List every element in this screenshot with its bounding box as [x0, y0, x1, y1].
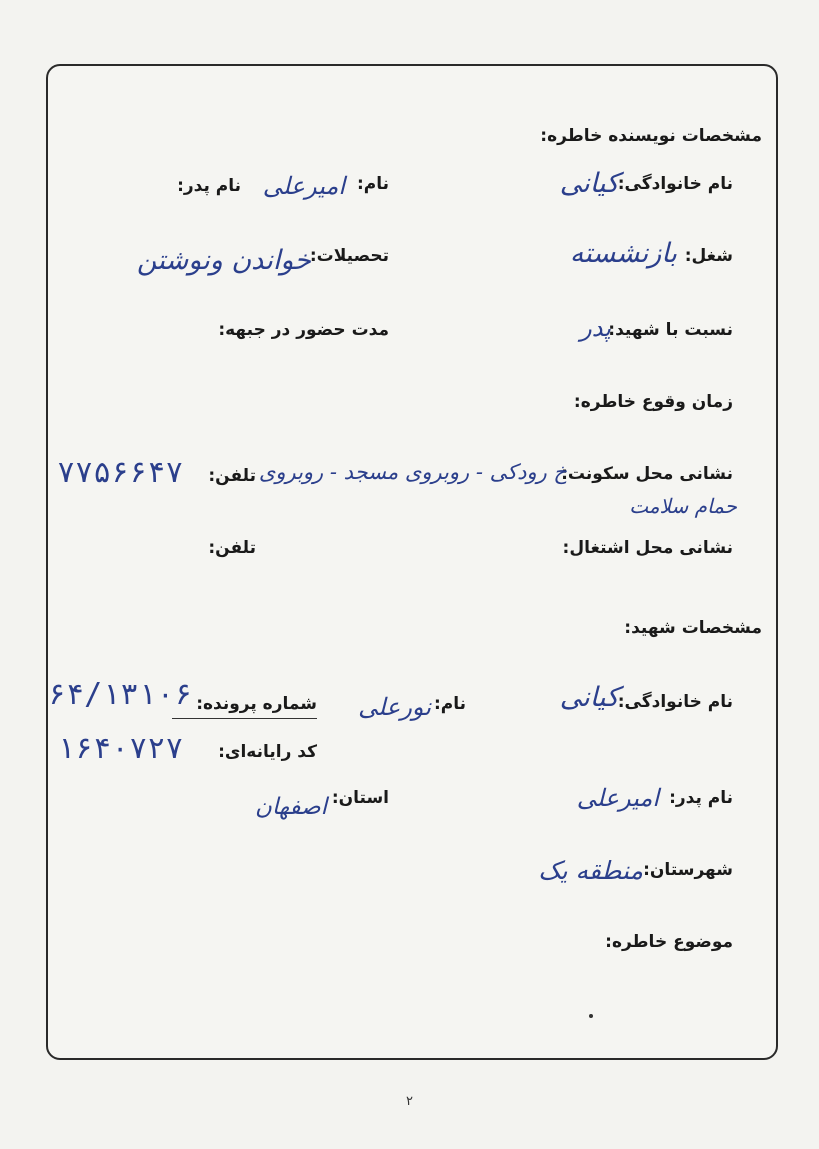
- writer-education-value: خواندن ونوشتن: [136, 245, 311, 276]
- martyr-name-label: نام:: [433, 694, 466, 714]
- writer-family-value: کیانی: [559, 168, 619, 199]
- martyr-province-value: اصفهان: [254, 794, 327, 820]
- martyr-file-value: ۶۴/۱۳۱۰۶: [48, 677, 193, 712]
- martyr-province-label: استان:: [331, 788, 389, 808]
- martyr-code-value: ۱۶۴۰۷۲۷: [57, 731, 184, 766]
- writer-front-label: مدت حضور در جبهه:: [218, 320, 389, 340]
- file-underline: [172, 718, 317, 719]
- page-number: ۲: [406, 1094, 413, 1109]
- martyr-file-label: شماره پرونده:: [196, 694, 317, 714]
- writer-name-value: امیرعلی: [262, 172, 345, 200]
- martyr-name-value: نورعلی: [358, 693, 431, 721]
- writer-address-label: نشانی محل سکونت:: [561, 464, 733, 484]
- ink-dot: [589, 1014, 593, 1018]
- writer-work-address-label: نشانی محل اشتغال:: [562, 538, 733, 558]
- form-frame: [46, 64, 778, 1060]
- writer-phone-value: ۷۷۵۶۶۴۷: [57, 455, 184, 490]
- memory-topic-label: موضوع خاطره:: [605, 932, 733, 952]
- writer-education-label: تحصیلات:: [309, 246, 389, 266]
- writer-father-label: نام پدر:: [177, 176, 241, 196]
- writer-job-label: شغل:: [684, 246, 733, 266]
- writer-family-label: نام خانوادگی:: [617, 174, 733, 194]
- writer-time-label: زمان وقوع خاطره:: [573, 392, 733, 412]
- martyr-code-label: کد رایانه‌ای:: [218, 742, 317, 762]
- martyr-father-value: امیرعلی: [576, 784, 659, 812]
- martyr-city-label: شهرستان:: [643, 860, 733, 880]
- martyr-city-value: منطقه یک: [538, 856, 643, 885]
- writer-heading: مشخصات نویسنده خاطره:: [540, 126, 762, 146]
- martyr-heading: مشخصات شهید:: [624, 618, 762, 638]
- martyr-family-value: کیانی: [559, 682, 619, 713]
- writer-job-value: بازنشسته: [569, 238, 677, 269]
- martyr-father-label: نام پدر:: [669, 788, 733, 808]
- martyr-family-label: نام خانوادگی:: [617, 692, 733, 712]
- writer-address-value-2: حمام سلامت: [629, 494, 737, 518]
- writer-relation-label: نسبت با شهید:: [608, 320, 733, 340]
- writer-phone-label: تلفن:: [208, 466, 256, 486]
- writer-name-label: نام:: [356, 174, 389, 194]
- writer-address-value: خ رودکی - روبروی مسجد - روبروی: [258, 460, 567, 484]
- writer-relation-value: پدر: [580, 314, 611, 342]
- writer-work-phone-label: تلفن:: [208, 538, 256, 558]
